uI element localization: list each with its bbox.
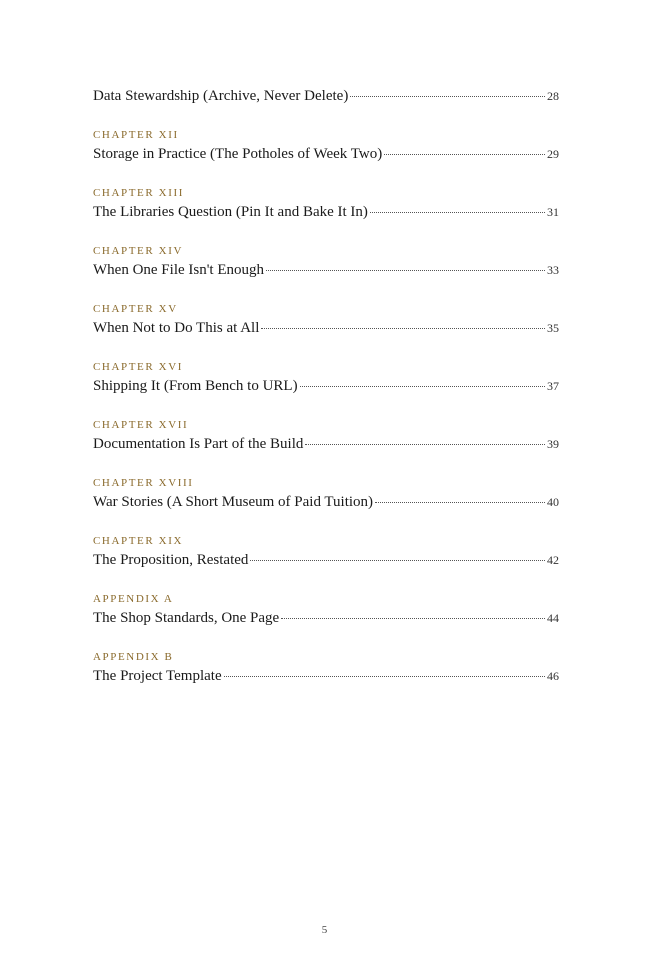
dot-leader: [250, 560, 545, 561]
toc-entry[interactable]: [93, 129, 559, 164]
toc-line: [93, 608, 559, 628]
chapter-label: CHAPTER XII: [93, 129, 179, 141]
dot-leader: [224, 676, 545, 677]
dot-leader: [375, 502, 545, 503]
dot-leader: [305, 444, 545, 445]
toc-entry-title[interactable]: Data Stewardship (Archive, Never Delete): [93, 88, 349, 104]
toc-page-number: 35: [547, 321, 559, 335]
toc-entry[interactable]: [93, 477, 559, 512]
chapter-label: CHAPTER XIX: [93, 535, 184, 547]
toc-entry[interactable]: [93, 361, 559, 396]
dot-leader: [261, 328, 545, 329]
toc-line: [93, 492, 559, 512]
toc-line: [93, 318, 559, 338]
toc-entry-title[interactable]: The Project Template: [93, 668, 222, 684]
toc-page-number: 33: [547, 263, 559, 277]
chapter-label: CHAPTER XIII: [93, 187, 185, 199]
toc-entry[interactable]: [93, 187, 559, 222]
toc-entry-title[interactable]: When One File Isn't Enough: [93, 262, 265, 278]
dot-leader: [281, 618, 545, 619]
dot-leader: [300, 386, 545, 387]
page-number: 5: [321, 924, 328, 936]
toc-line: [93, 144, 559, 164]
toc-entry[interactable]: [93, 86, 559, 106]
toc-entry-title[interactable]: The Libraries Question (Pin It and Bake It In): [93, 204, 368, 220]
dot-leader: [384, 154, 545, 155]
toc-entry[interactable]: [93, 535, 559, 570]
toc-page-number: 31: [547, 205, 559, 219]
dot-leader: [266, 270, 545, 271]
chapter-label: CHAPTER XVI: [93, 361, 184, 373]
toc-entry-title[interactable]: The Proposition, Restated: [93, 552, 249, 568]
dot-leader: [350, 96, 545, 97]
toc-entry-title[interactable]: War Stories (A Short Museum of Paid Tuition): [93, 494, 374, 510]
toc-entry[interactable]: [93, 593, 559, 628]
toc-entry[interactable]: [93, 245, 559, 280]
toc-page-number: 44: [547, 611, 559, 625]
toc-entry-title[interactable]: Storage in Practice (The Potholes of Week Two): [93, 146, 383, 162]
toc-page-number: 40: [547, 495, 559, 509]
toc-entry-title[interactable]: Documentation Is Part of the Build: [93, 436, 304, 452]
chapter-label: CHAPTER XV: [93, 303, 178, 315]
toc-entry[interactable]: [93, 651, 559, 686]
toc-entry[interactable]: [93, 303, 559, 338]
table-of-contents: [93, 86, 559, 686]
toc-entry-title[interactable]: The Shop Standards, One Page: [93, 610, 280, 626]
toc-entry-title[interactable]: Shipping It (From Bench to URL): [93, 378, 298, 394]
toc-entry[interactable]: [93, 419, 559, 454]
chapter-label: CHAPTER XVIII: [93, 477, 194, 489]
chapter-label: CHAPTER XIV: [93, 245, 184, 257]
toc-line: [93, 666, 559, 686]
toc-page-number: 37: [547, 379, 559, 393]
toc-line: [93, 86, 559, 106]
appendix-label: APPENDIX A: [93, 593, 174, 605]
toc-line: [93, 376, 559, 396]
toc-page-number: 42: [547, 553, 559, 567]
appendix-label: APPENDIX B: [93, 651, 174, 663]
toc-page-number: 46: [547, 669, 559, 683]
toc-line: [93, 260, 559, 280]
chapter-label: CHAPTER XVII: [93, 419, 189, 431]
toc-entry-title[interactable]: When Not to Do This at All: [93, 320, 260, 336]
toc-page-number: 29: [547, 147, 559, 161]
toc-page-number: 28: [547, 89, 559, 103]
toc-line: [93, 202, 559, 222]
toc-line: [93, 550, 559, 570]
toc-line: [93, 434, 559, 454]
toc-page-number: 39: [547, 437, 559, 451]
dot-leader: [370, 212, 545, 213]
